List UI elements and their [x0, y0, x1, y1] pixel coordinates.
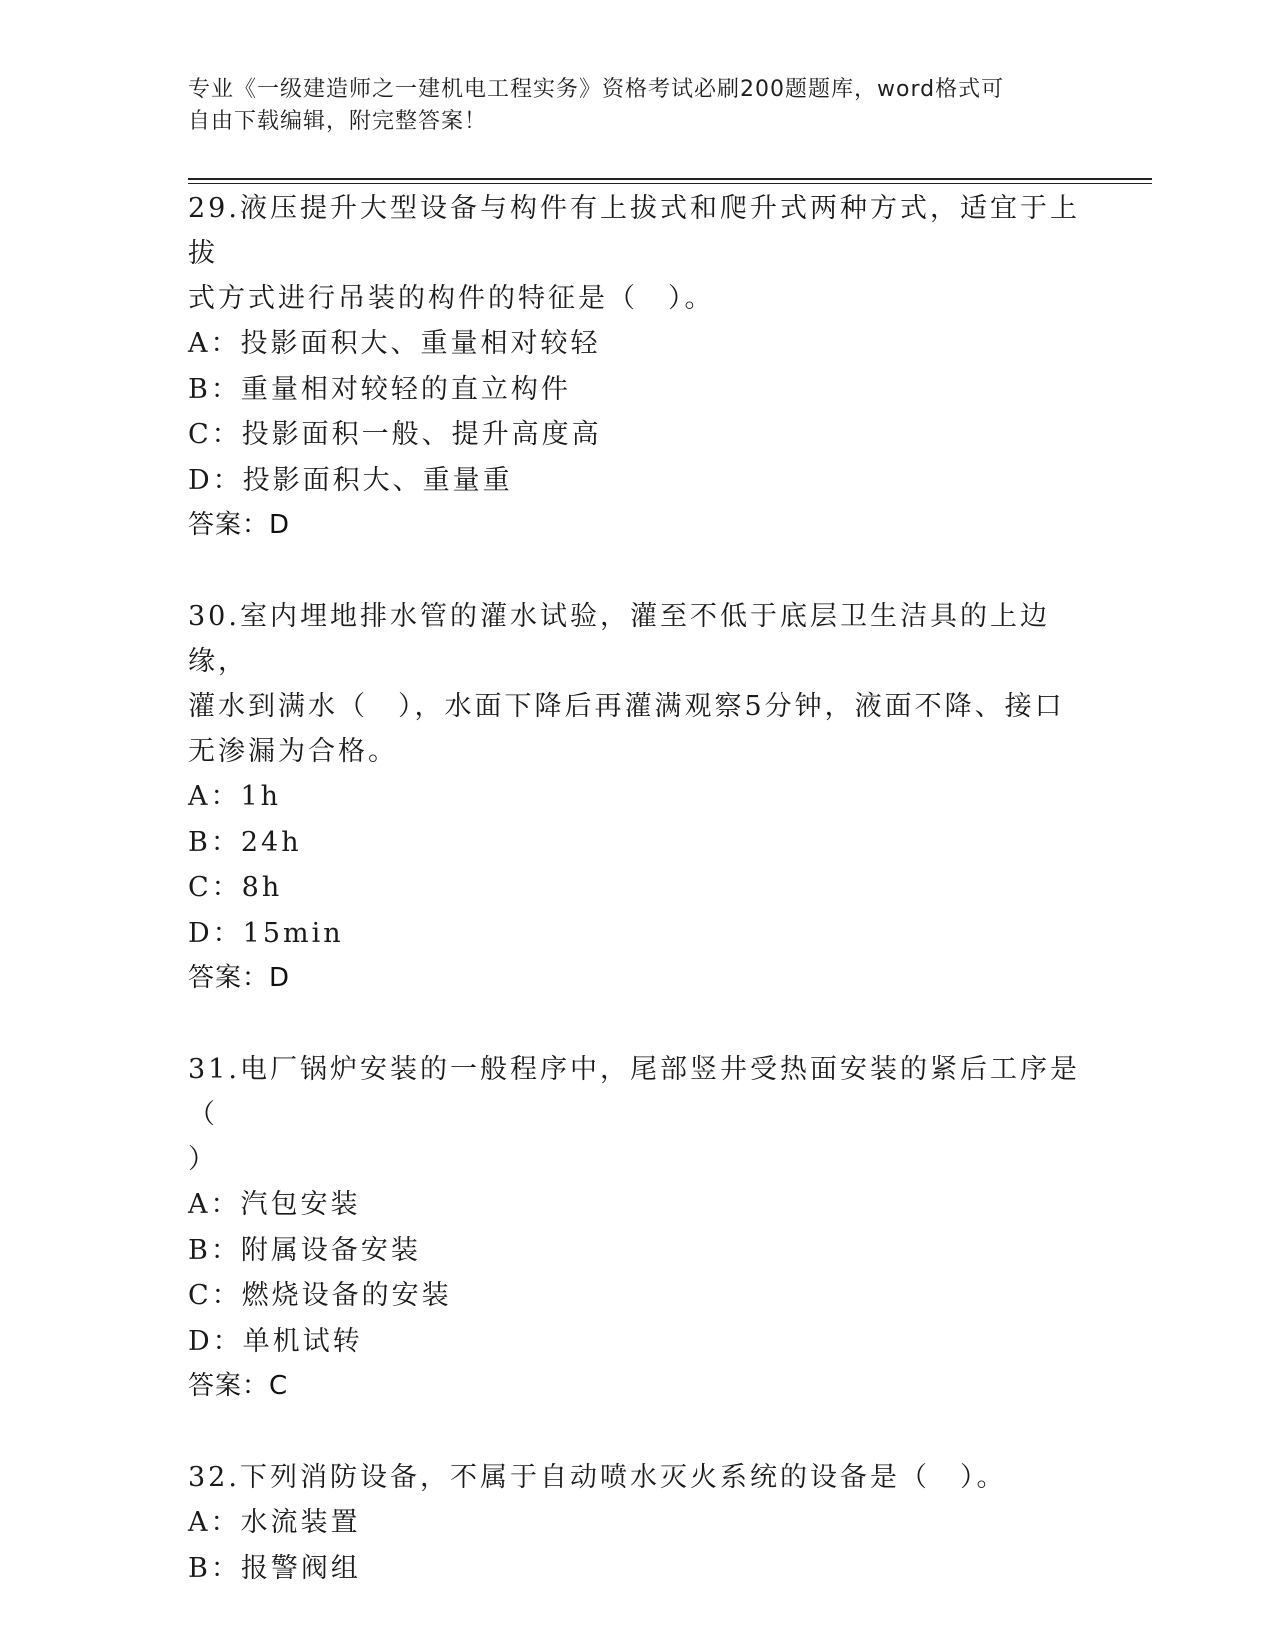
option-d: D：投影面积大、重量重	[188, 464, 513, 496]
question-32	[188, 1455, 1088, 1591]
answer: 答案：D	[188, 963, 291, 993]
answer: 答案：C	[188, 1371, 289, 1401]
question-stem-line: 无渗漏为合格。	[188, 736, 398, 767]
question-stem-line: 30.室内埋地排水管的灌水试验，灌至不低于底层卫生洁具的上边缘，	[188, 601, 1050, 677]
question-stem-line: 式方式进行吊装的构件的特征是（ ）。	[188, 283, 715, 314]
option-c: C：燃烧设备的安装	[188, 1280, 452, 1311]
question-31	[188, 1047, 1088, 1409]
question-30	[188, 594, 1088, 1001]
option-a: A：水流装置	[188, 1507, 361, 1538]
option-d: D：单机试转	[188, 1325, 363, 1357]
option-a: A：汽包安装	[188, 1189, 361, 1220]
header-divider-thin	[188, 183, 1152, 184]
question-stem-line: 31.电厂锅炉安装的一般程序中，尾部竖井受热面安装的紧后工序是（	[188, 1054, 1080, 1130]
option-b: B：重量相对较轻的直立构件	[188, 373, 571, 405]
header-line-1: 专业《一级建造师之一建机电工程实务》资格考试必刷200题题库，word格式可	[188, 77, 1005, 102]
document-header	[188, 74, 1068, 138]
question-stem-line: 29.液压提升大型设备与构件有上拔式和爬升式两种方式，适宜于上拔	[188, 193, 1080, 269]
option-b: B：24h	[188, 826, 302, 858]
header-line-2: 自由下载编辑，附完整答案！	[188, 109, 488, 134]
option-b: B：附属设备安装	[188, 1234, 421, 1266]
question-list	[188, 186, 1088, 1591]
header-divider-thick	[188, 178, 1152, 180]
option-c: C：8h	[188, 872, 283, 903]
question-stem-line: 32.下列消防设备，不属于自动喷水灭火系统的设备是（ ）。	[188, 1462, 1007, 1493]
answer: 答案：D	[188, 510, 291, 540]
question-stem-line: 灌水到满水（ ），水面下降后再灌满观察5分钟，液面不降、接口	[188, 691, 1065, 722]
question-stem-line: ）	[188, 1144, 218, 1175]
option-d: D：15min	[188, 917, 344, 949]
option-b: B：报警阀组	[188, 1552, 361, 1584]
option-c: C：投影面积一般、提升高度高	[188, 419, 602, 450]
question-29	[188, 186, 1088, 548]
option-a: A：投影面积大、重量相对较轻	[188, 328, 601, 359]
option-a: A：1h	[188, 781, 282, 812]
